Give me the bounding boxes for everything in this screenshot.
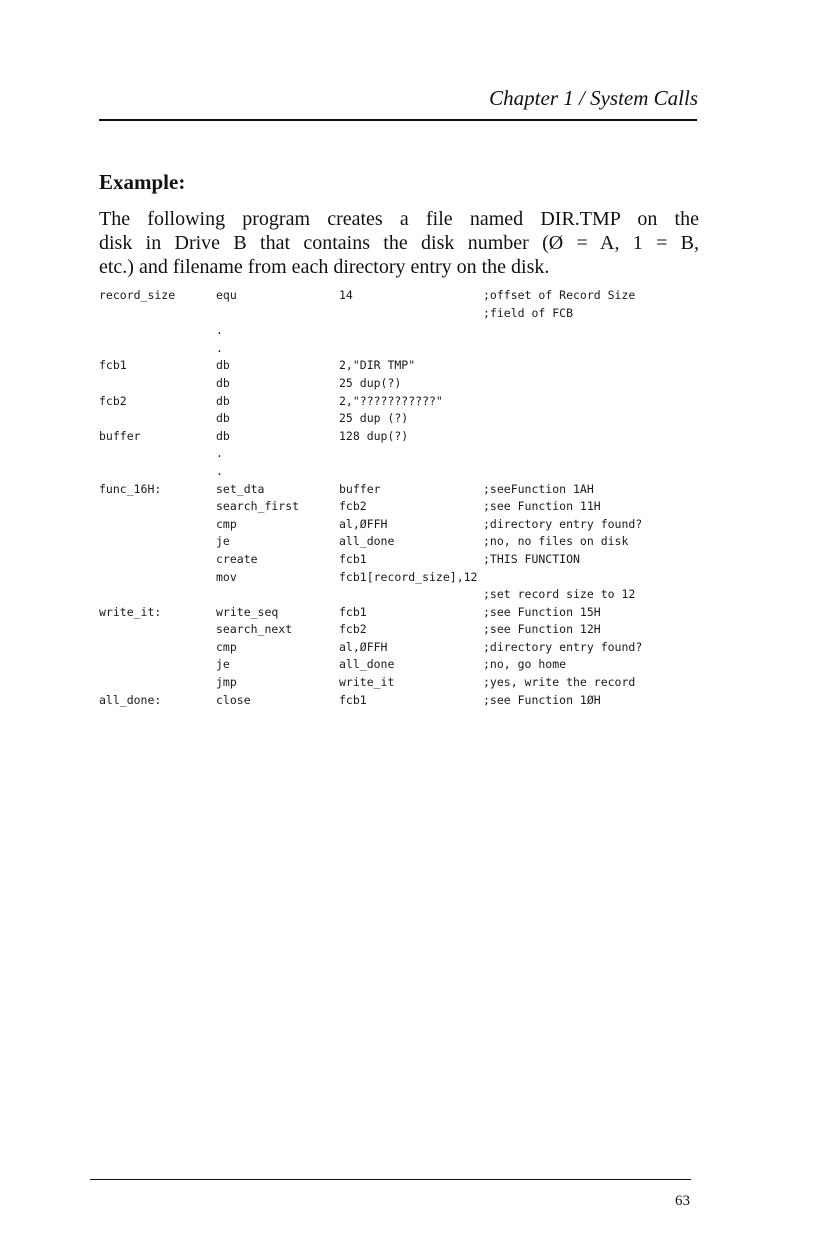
code-opcode: . (216, 446, 223, 461)
code-label: func_16H: (99, 481, 162, 496)
code-comment: ;seeFunction 1AH (483, 481, 594, 496)
code-comment: ;see Function 11H (483, 499, 601, 514)
example-heading: Example: (99, 170, 186, 194)
page-number: 63 (675, 1193, 690, 1209)
code-comment: ;see Function 12H (483, 622, 601, 637)
code-label: record_size (99, 288, 176, 302)
code-operand: buffer (339, 481, 381, 496)
code-comment: ;see Function 15H (483, 604, 601, 619)
intro-line: etc.) and filename from each directory entry on the disk. (99, 256, 550, 278)
code-operand: 14 (339, 288, 353, 302)
code-operand: 25 dup (?) (339, 411, 409, 426)
code-opcode: equ (216, 288, 237, 302)
code-comment: ;no, go home (483, 657, 567, 672)
code-opcode: cmp (216, 639, 237, 654)
code-opcode: create (216, 551, 258, 566)
code-comment: ;yes, write the record (483, 675, 636, 690)
code-operand: fcb2 (339, 499, 367, 514)
code-opcode: jmp (216, 675, 237, 690)
code-operand: al,ØFFH (339, 516, 388, 531)
code-opcode: db (216, 393, 230, 408)
code-operand: fcb1[record_size],12 (339, 569, 478, 584)
code-comment: ;set record size to 12 (483, 587, 636, 602)
code-opcode: . (216, 463, 223, 478)
header-rule (99, 119, 697, 121)
code-opcode: db (216, 428, 230, 443)
code-label: all_done: (99, 692, 162, 707)
code-opcode: set_dta (216, 481, 265, 496)
code-opcode: mov (216, 569, 237, 584)
code-comment: ;THIS FUNCTION (483, 551, 580, 566)
code-operand: al,ØFFH (339, 639, 388, 654)
code-label: write_it: (99, 604, 162, 619)
code-opcode: db (216, 358, 230, 373)
code-opcode: . (216, 340, 223, 355)
code-operand: fcb1 (339, 692, 367, 707)
code-opcode: db (216, 411, 230, 426)
code-operand: 25 dup(?) (339, 375, 402, 390)
code-opcode: je (216, 657, 230, 672)
code-comment: ;directory entry found? (483, 639, 643, 654)
code-opcode: je (216, 534, 230, 549)
code-opcode: db (216, 375, 230, 390)
code-comment: ;no, no files on disk (483, 534, 629, 549)
code-label: buffer (99, 428, 141, 443)
code-operand: all_done (339, 534, 395, 549)
code-label: fcb2 (99, 393, 127, 408)
intro-paragraph (99, 207, 699, 279)
code-operand: 2,"DIR TMP" (339, 358, 416, 373)
code-opcode: search_first (216, 499, 300, 514)
code-comment: ;offset of Record Size (483, 288, 636, 302)
code-label: fcb1 (99, 358, 127, 373)
running-header: Chapter 1 / System Calls (489, 86, 698, 110)
code-opcode: close (216, 692, 251, 707)
code-opcode: search_next (216, 622, 293, 637)
code-operand: 2,"???????????" (339, 393, 443, 408)
code-operand: fcb1 (339, 604, 367, 619)
code-operand: write_it (339, 675, 395, 690)
code-opcode: write_seq (216, 604, 279, 619)
code-comment: ;field of FCB (483, 305, 574, 320)
code-comment: ;directory entry found? (483, 516, 643, 531)
code-opcode: cmp (216, 516, 237, 531)
code-comment: ;see Function 1ØH (483, 692, 601, 707)
intro-line: disk in Drive B that contains the disk number (Ø = A, 1 = B, (99, 232, 699, 254)
code-opcode: . (216, 323, 223, 338)
code-operand: all_done (339, 657, 395, 672)
code-operand: 128 dup(?) (339, 428, 409, 443)
code-operand: fcb2 (339, 622, 367, 637)
intro-line: The following program creates a file named DIR.TMP on the (99, 208, 699, 230)
footer-rule (90, 1179, 691, 1180)
code-operand: fcb1 (339, 551, 367, 566)
